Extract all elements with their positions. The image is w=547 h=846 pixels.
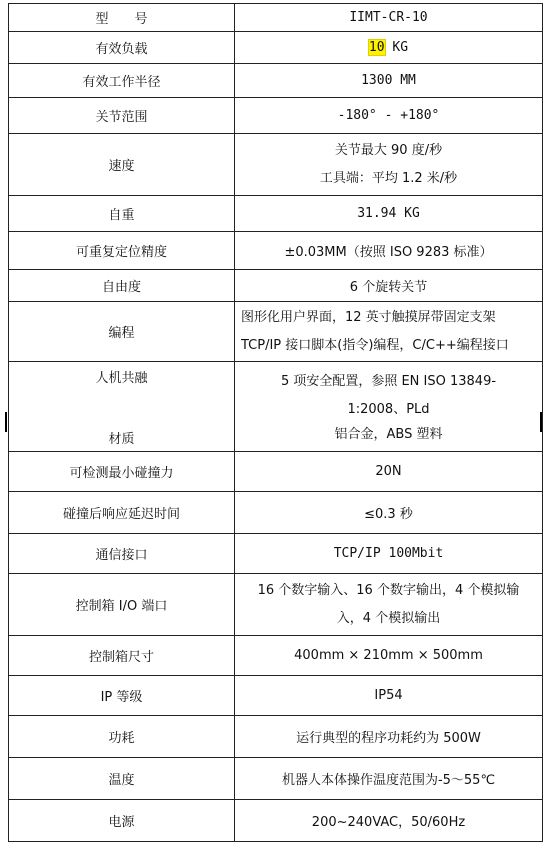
row-label: 电源 — [9, 800, 235, 842]
row-value: 机器人本体操作温度范围为-5～55℃ — [235, 758, 543, 800]
row-value: IP54 — [235, 676, 543, 716]
row-label: 控制箱 I/O 端口 — [9, 574, 235, 636]
row-label: 人机共融 — [95, 370, 148, 386]
row-value: IIMT-CR-10 — [235, 4, 543, 32]
row-value — [235, 32, 543, 64]
row-value: 200~240VAC，50/60Hz — [235, 800, 543, 842]
table-row — [9, 492, 543, 534]
row-value — [235, 574, 543, 636]
row-label: 碰撞后响应延迟时间 — [9, 492, 235, 534]
table-row — [9, 758, 543, 800]
row-label: 材质 — [108, 431, 135, 447]
table-row — [9, 676, 543, 716]
table-row — [9, 270, 543, 302]
table-row — [9, 800, 543, 842]
value-line: TCP/IP 接口脚本(指令)编程，C/C++编程接口 — [241, 337, 509, 353]
row-value: ±0.03MM（按照 ISO 9283 标准） — [235, 232, 543, 270]
table-row — [9, 196, 543, 232]
value-line: 1:2008、PLd — [347, 401, 430, 417]
edge-mark-right — [540, 412, 542, 432]
row-value: 20N — [235, 452, 543, 492]
table-row — [9, 636, 543, 676]
value-line: 工具端：平均 1.2 米/秒 — [319, 170, 458, 186]
value-line: 关节最大 90 度/秒 — [334, 142, 443, 158]
row-value — [235, 134, 543, 196]
row-label: 可检测最小碰撞力 — [9, 452, 235, 492]
row-label: 编程 — [9, 302, 235, 362]
row-label: 功耗 — [9, 716, 235, 758]
row-label: 温度 — [9, 758, 235, 800]
row-label: 型 号 — [9, 4, 235, 32]
row-label: 通信接口 — [9, 534, 235, 574]
row-value — [235, 362, 543, 452]
row-value: -180° - +180° — [235, 98, 543, 134]
table-row — [9, 134, 543, 196]
row-value: 1300 MM — [235, 64, 543, 98]
highlighted-value: 10 — [368, 40, 385, 55]
row-label: 自重 — [9, 196, 235, 232]
table-row — [9, 574, 543, 636]
row-label: 关节范围 — [9, 98, 235, 134]
row-label: 可重复定位精度 — [9, 232, 235, 270]
row-value: 6 个旋转关节 — [235, 270, 543, 302]
row-value: TCP/IP 100Mbit — [235, 534, 543, 574]
row-label: 有效负载 — [9, 32, 235, 64]
value-line: 16 个数字输入、16 个数字输出，4 个模拟输 — [257, 582, 520, 598]
row-value: ≤0.3 秒 — [235, 492, 543, 534]
row-label: 有效工作半径 — [9, 64, 235, 98]
value-line: 铝合金，ABS 塑料 — [334, 426, 443, 442]
table-row — [9, 4, 543, 32]
value-line: 图形化用户界面，12 英寸触摸屏带固定支架 — [241, 309, 496, 325]
row-label: IP 等级 — [9, 676, 235, 716]
table-row — [9, 534, 543, 574]
table-row — [9, 98, 543, 134]
row-label: 速度 — [9, 134, 235, 196]
table-row — [9, 232, 543, 270]
row-label-stack — [9, 362, 235, 452]
row-label: 自由度 — [9, 270, 235, 302]
row-value: 31.94 KG — [235, 196, 543, 232]
value-unit: KG — [384, 40, 409, 55]
edge-mark-left — [5, 412, 7, 432]
row-value: 400mm × 210mm × 500mm — [235, 636, 543, 676]
value-line: 5 项安全配置，参照 EN ISO 13849- — [280, 373, 497, 389]
table-row — [9, 362, 543, 452]
table-row — [9, 302, 543, 362]
row-label: 控制箱尺寸 — [9, 636, 235, 676]
spec-sheet — [8, 3, 543, 842]
row-value — [235, 302, 543, 362]
table-row — [9, 452, 543, 492]
row-value: 运行典型的程序功耗约为 500W — [235, 716, 543, 758]
table-row — [9, 64, 543, 98]
spec-table — [8, 3, 543, 842]
table-row — [9, 716, 543, 758]
value-line: 入，4 个模拟输出 — [336, 610, 441, 626]
table-row — [9, 32, 543, 64]
